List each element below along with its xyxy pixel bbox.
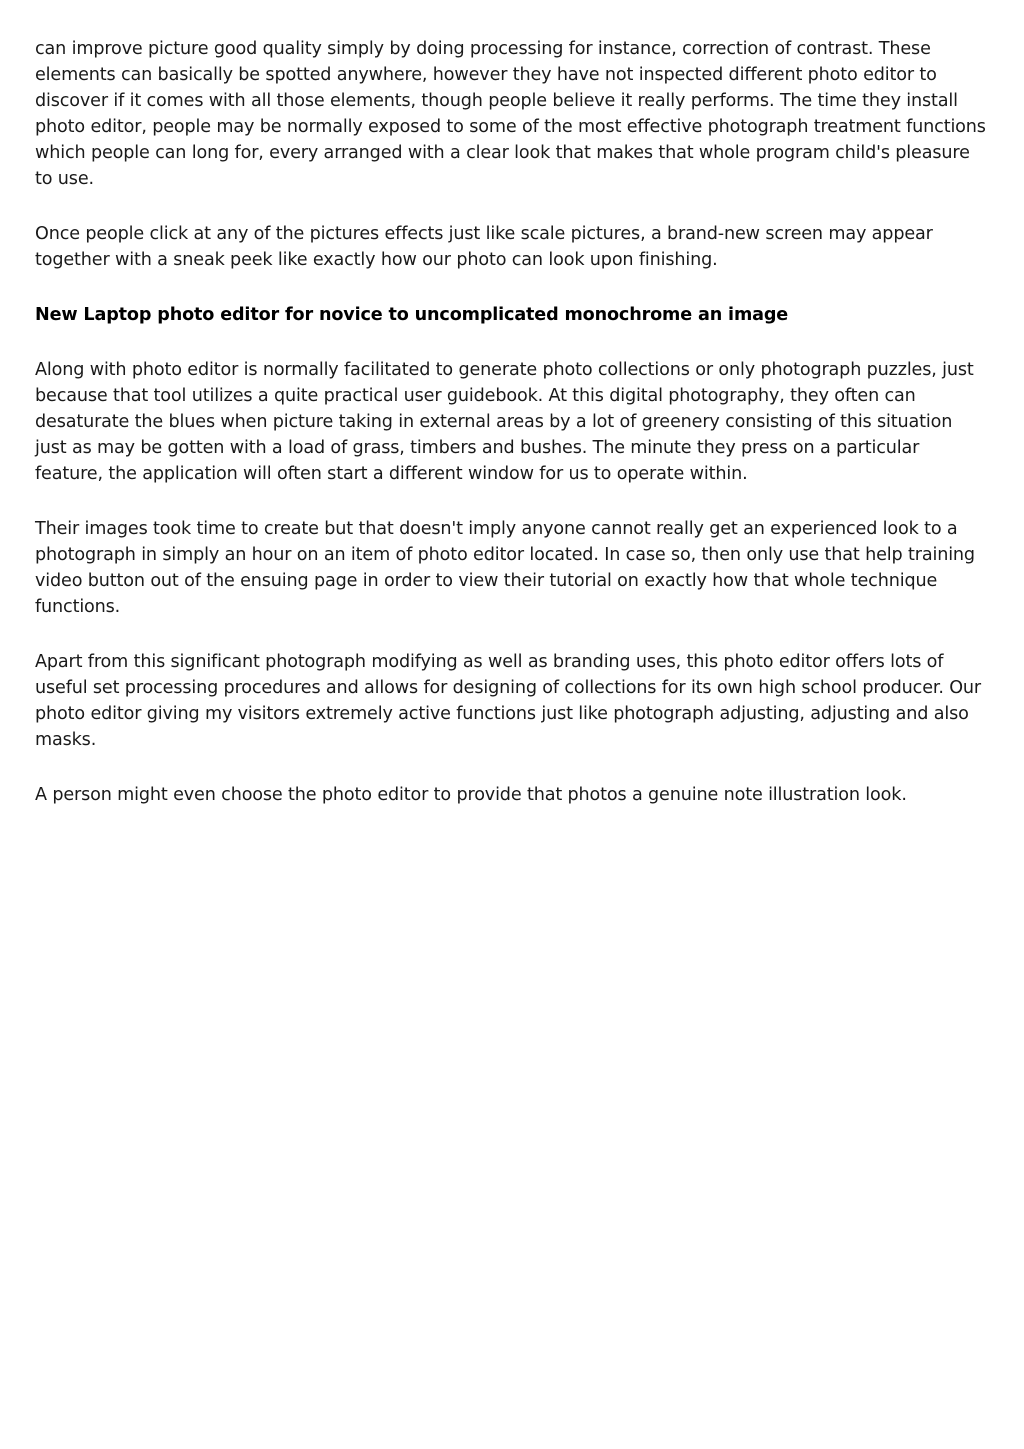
paragraph: A person might even choose the photo editor to provide that photos a genuine note illustration look. (35, 785, 907, 805)
paragraph: Apart from this significant photograph modifying as well as branding uses, this photo editor offers lots of useful set processing procedures and allows for designing of collections for its own high school producer. Our photo editor giving my visitors extremely active functions just like photograph adjusting, adjusting and also masks. (35, 652, 982, 750)
paragraph: can improve picture good quality simply by doing processing for instance, correction of contrast. These elements can basically be spotted anywhere, however they have not inspected different photo editor to discover if it comes with all those elements, though people believe it really performs. The time they install photo editor, people may be normally exposed to some of the most effective photograph treatment functions which people can long for, every arranged with a clear look that makes that whole program child's pleasure to use. (35, 39, 986, 189)
document-body (35, 36, 987, 837)
paragraph: Along with photo editor is normally facilitated to generate photo collections or only photograph puzzles, just because that tool utilizes a quite practical user guidebook. At this digital photography, they often can desaturate the blues when picture taking in external areas by a lot of greenery consisting of this situation just as may be gotten with a load of grass, timbers and bushes. The minute they press on a particular feature, the application will often start a different window for us to operate within. (35, 360, 974, 484)
paragraph: Once people click at any of the pictures effects just like scale pictures, a brand-new screen may appear together with a sneak peek like exactly how our photo can look upon finishing. (35, 224, 933, 270)
paragraph: Their images took time to create but that doesn't imply anyone cannot really get an experienced look to a photograph in simply an hour on an item of photo editor located. In case so, then only use that help training video button out of the ensuing page in order to view their tutorial on exactly how that whole technique functions. (35, 519, 975, 617)
section-heading: New Laptop photo editor for novice to uncomplicated monochrome an image (35, 305, 789, 325)
